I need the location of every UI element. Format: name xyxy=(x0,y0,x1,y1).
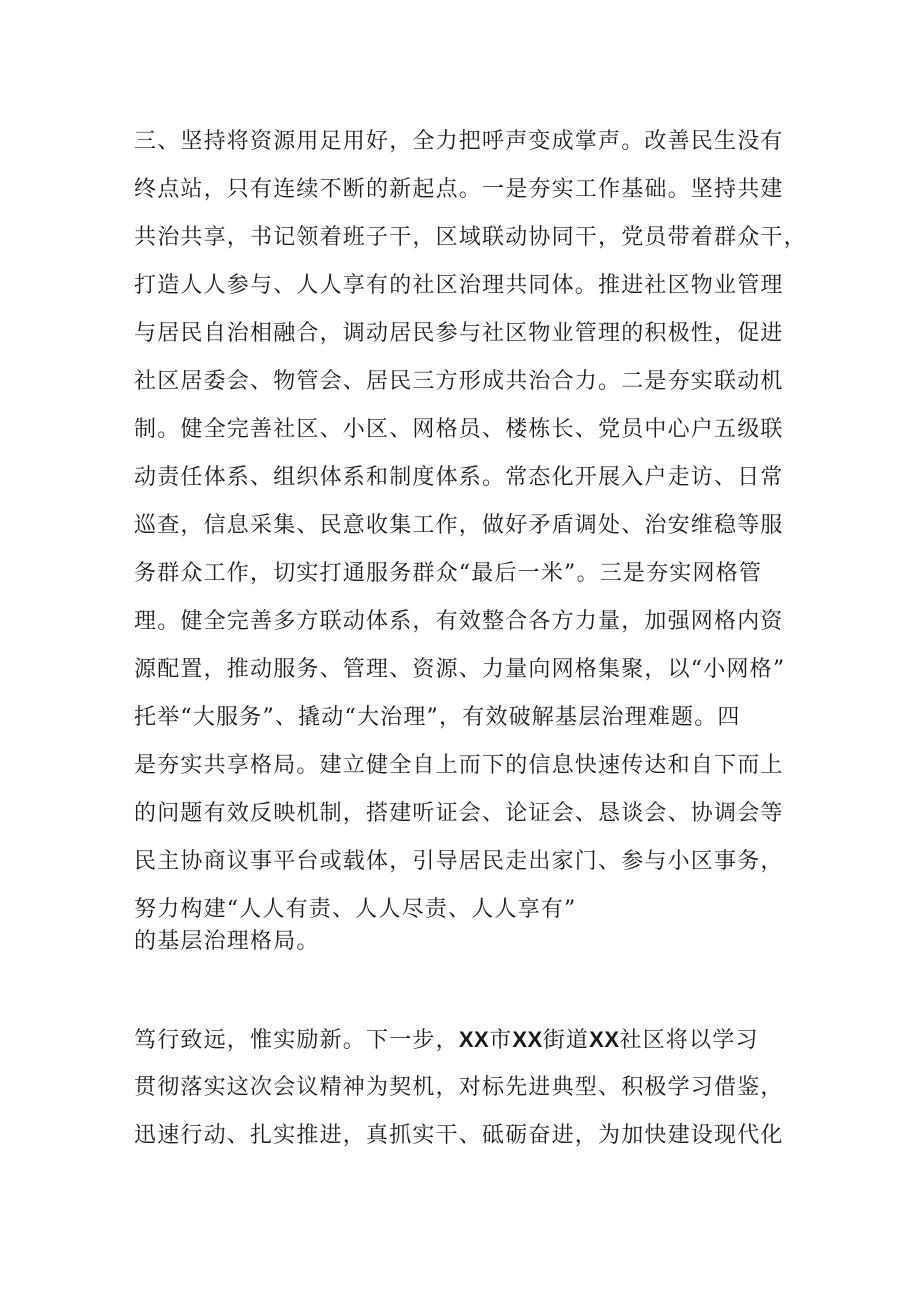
placeholder-xx: XX xyxy=(458,1027,490,1052)
paragraph-2-text: 笃行致远，惟实励新。下一步， xyxy=(134,1028,459,1053)
paragraph-2-line-3: 迅速行动、扎实推进，真抓实干、砥砺奋进，为加快建设现代化 xyxy=(134,1123,784,1148)
placeholder-xx: XX xyxy=(512,1027,543,1052)
paragraph-1-line-2: 终点站，只有连续不断的新起点。一是夯实工作基础。坚持共建 xyxy=(134,177,784,202)
paragraph-2-line-1 xyxy=(134,1025,759,1056)
paragraph-1-line-18: 的基层治理格局。 xyxy=(134,929,320,954)
paragraph-1-line-10: 务群众工作，切实打通服务群众“最后一米”。三是夯实网格管 xyxy=(134,561,763,586)
placeholder-xx: XX xyxy=(589,1027,620,1052)
paragraph-1-line-5: 与居民自治相融合，调动居民参与社区物业管理的积极性，促进 xyxy=(134,321,784,346)
paragraph-1-line-3: 共治共享，书记领着班子干，区域联动协同干，党员带着群众干， xyxy=(134,225,807,250)
paragraph-1-line-9: 巡查，信息采集、民意收集工作，做好矛盾调处、治安维稳等服 xyxy=(134,513,784,538)
paragraph-1-line-13: 托举“大服务”、撬动“大治理”，有效破解基层治理难题。四 xyxy=(134,705,741,730)
paragraph-2-text: 街道 xyxy=(542,1028,590,1053)
paragraph-1-line-1: 三、坚持将资源用足用好，全力把呼声变成掌声。改善民生没有 xyxy=(134,129,784,154)
paragraph-1-line-6: 社区居委会、物管会、居民三方形成共治合力。二是夯实联动机 xyxy=(134,369,784,394)
paragraph-1-line-8: 动责任体系、组织体系和制度体系。常态化开展入户走访、日常 xyxy=(134,465,784,490)
paragraph-1-line-4: 打造人人参与、人人享有的社区治理共同体。推进社区物业管理 xyxy=(134,273,784,298)
paragraph-1-line-11: 理。健全完善多方联动体系，有效整合各方力量，加强网格内资 xyxy=(134,609,784,634)
paragraph-2-line-2: 贯彻落实这次会议精神为契机，对标先进典型、积极学习借鉴， xyxy=(134,1075,784,1100)
paragraph-2-text: 社区将以学习 xyxy=(619,1028,759,1053)
paragraph-1-line-15: 的问题有效反映机制，搭建听证会、论证会、恳谈会、协调会等 xyxy=(134,801,784,826)
paragraph-1-line-16: 民主协商议事平台或载体，引导居民走出家门、参与小区事务， xyxy=(134,849,784,874)
paragraph-2-text: 市 xyxy=(489,1028,513,1053)
paragraph-1-line-12: 源配置，推动服务、管理、资源、力量向网格集聚，以“小网格” xyxy=(134,657,786,682)
paragraph-1-line-17: 努力构建“人人有责、人人尽责、人人享有” xyxy=(134,897,577,922)
paragraph-1-line-14: 是夯实共享格局。建立健全自上而下的信息快速传达和自下而上 xyxy=(134,753,784,778)
paragraph-1-line-7: 制。健全完善社区、小区、网格员、楼栋长、党员中心户五级联 xyxy=(134,417,784,442)
